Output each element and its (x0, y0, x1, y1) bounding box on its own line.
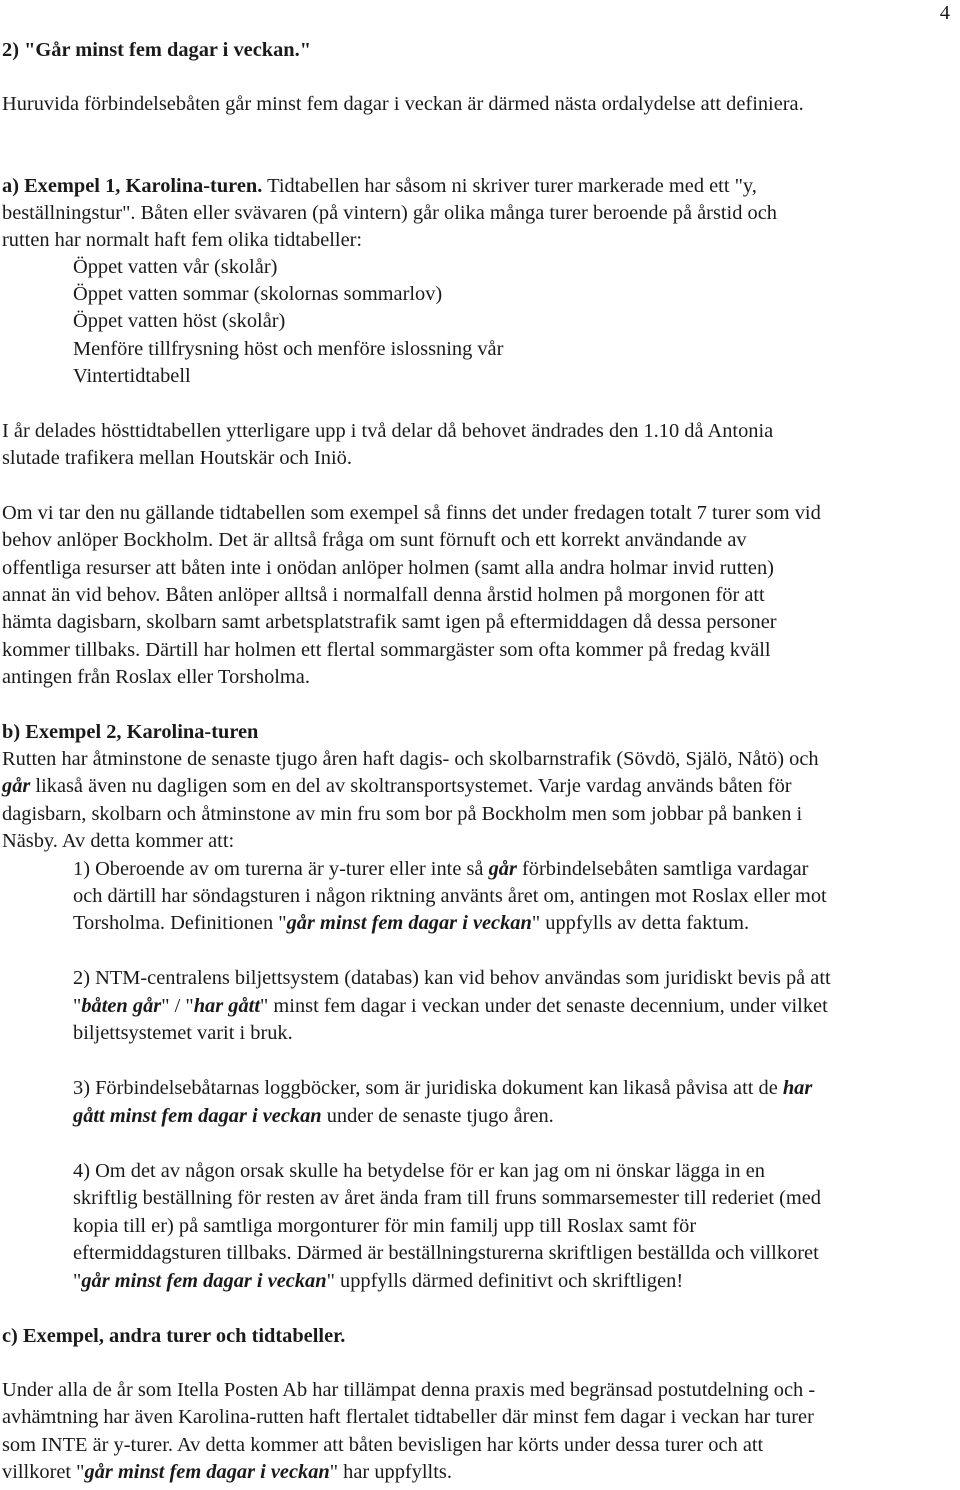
section-c-line-2: avhämtning har även Karolina-rutten haft flertalet tidtabeller där minst fem dagar i veckan har turer (2, 1406, 814, 1428)
section-a-p2-line-2: slutade trafikera mellan Houtskär och Iniö. (2, 447, 352, 469)
section-a-label: a) Exempel 1, Karolina-turen. (2, 175, 263, 197)
item-1-line-1: 1) Oberoende av om turerna är y-turer eller inte så går förbindelsebåten samtliga vardagar (73, 858, 809, 880)
timetable-item: Öppet vatten vår (skolår) (73, 256, 278, 278)
timetable-item: Öppet vatten sommar (skolornas sommarlov) (73, 283, 443, 305)
item-3-line-1: 3) Förbindelsebåtarnas loggböcker, som är juridiska dokument kan likaså påvisa att de har (73, 1077, 813, 1099)
section-a-p3-line: annat än vid behov. Båten anlöper alltså i normalfall denna årstid holmen på morgonen för att (2, 584, 765, 606)
item-4-line-2: skriftlig beställning för resten av året ända fram till fruns sommarsemester till rederiet (med (73, 1187, 821, 1209)
section-a-line-1: a) Exempel 1, Karolina-turen. Tidtabellen har såsom ni skriver turer markerade med ett "y, (2, 175, 757, 197)
section-a-p3-line: kommer tillbaks. Därtill har holmen ett flertal sommargäster som ofta kommer på fredag kväll (2, 639, 771, 661)
item-1-line-2: och därtill har söndagsturen i någon riktning använts året om, antingen mot Roslax eller mot (73, 885, 827, 907)
item-4-line-1: 4) Om det av någon orsak skulle ha betydelse för er kan jag om ni önskar lägga in en (73, 1160, 765, 1182)
section-b-line-3: dagisbarn, skolbarn och åtminstone av min fru som bor på Bockholm men som jobbar på banken i (2, 803, 803, 825)
item-3-line-2: gått minst fem dagar i veckan under de senaste tjugo åren. (73, 1105, 554, 1127)
section-a-p2-line-1: I år delades hösttidtabellen ytterligare upp i två delar då behovet ändrades den 1.10 då Antonia (2, 420, 774, 442)
section-c-heading: c) Exempel, andra turer och tidtabeller. (2, 1325, 346, 1347)
item-2-line-3: biljettsystemet varit i bruk. (73, 1022, 293, 1044)
section-a-p3-line: hämta dagisbarn, skolbarn samt arbetsplatstrafik samt igen på eftermiddagen då dessa personer (2, 611, 777, 633)
section-a-p3-line: offentliga resurser att båten inte i onödan anlöper holmen (samt alla andra holmar invid rutten) (2, 557, 774, 579)
item-2-line-2: "båten går" / "har gått" minst fem dagar i veckan under det senaste decennium, under vilket (73, 995, 828, 1017)
section-a-p3-line: behov anlöper Bockholm. Det är alltså fråga om sunt förnuft och ett korrekt användande av (2, 529, 747, 551)
section-c-line-3: som INTE är y-turer. Av detta kommer att båten bevisligen har körts under dessa turer och att (2, 1434, 764, 1456)
item-4-line-5: "går minst fem dagar i veckan" uppfylls därmed definitivt och skriftligen! (73, 1270, 684, 1292)
section-a-line-2: beställningstur". Båten eller svävaren (på vintern) går olika många turer beroende på årstid och (2, 202, 777, 224)
section-b-line-2: går likaså även nu dagligen som en del av skoltransportsystemet. Varje vardag används båten för (2, 775, 792, 797)
item-2-line-1: 2) NTM-centralens biljettsystem (databas) kan vid behov användas som juridiskt bevis på att (73, 967, 831, 989)
section-c-line-1: Under alla de år som Itella Posten Ab har tillämpat denna praxis med begränsad postutdelning och - (2, 1379, 816, 1401)
section-b-line-1: Rutten har åtminstone de senaste tjugo åren haft dagis- och skolbarnstrafik (Sövdö, Själö, Nåtö) och (2, 748, 819, 770)
section-b-line-4: Näsby. Av detta kommer att: (2, 830, 235, 852)
section-c-line-4: villkoret "går minst fem dagar i veckan" har uppfyllts. (2, 1461, 452, 1483)
item-4-line-4: eftermiddagsturen tillbaks. Därmed är beställningsturerna skriftligen beställda och villkoret (73, 1242, 819, 1264)
section-a-line-3: rutten har normalt haft fem olika tidtabeller: (2, 229, 363, 251)
intro-paragraph: Huruvida förbindelsebåten går minst fem dagar i veckan är därmed nästa ordalydelse att definiera. (2, 93, 804, 115)
item-4-line-3: kopia till er) på samtliga morgonturer för min familj upp till Roslax samt för (73, 1215, 697, 1237)
section-a-p3-line: Om vi tar den nu gällande tidtabellen som exempel så finns det under fredagen totalt 7 turer som vid (2, 502, 821, 524)
item-1-line-3: Torsholma. Definitionen "går minst fem dagar i veckan" uppfylls av detta faktum. (73, 912, 750, 934)
timetable-item: Menföre tillfrysning höst och menföre islossning vår (73, 338, 504, 360)
page-number: 4 (939, 2, 950, 24)
timetable-item: Öppet vatten höst (skolår) (73, 310, 286, 332)
section-heading: 2) "Går minst fem dagar i veckan." (2, 39, 312, 61)
section-b-heading: b) Exempel 2, Karolina-turen (2, 721, 259, 743)
section-a-p3-line: antingen från Roslax eller Torsholma. (2, 666, 310, 688)
timetable-item: Vintertidtabell (73, 365, 191, 387)
